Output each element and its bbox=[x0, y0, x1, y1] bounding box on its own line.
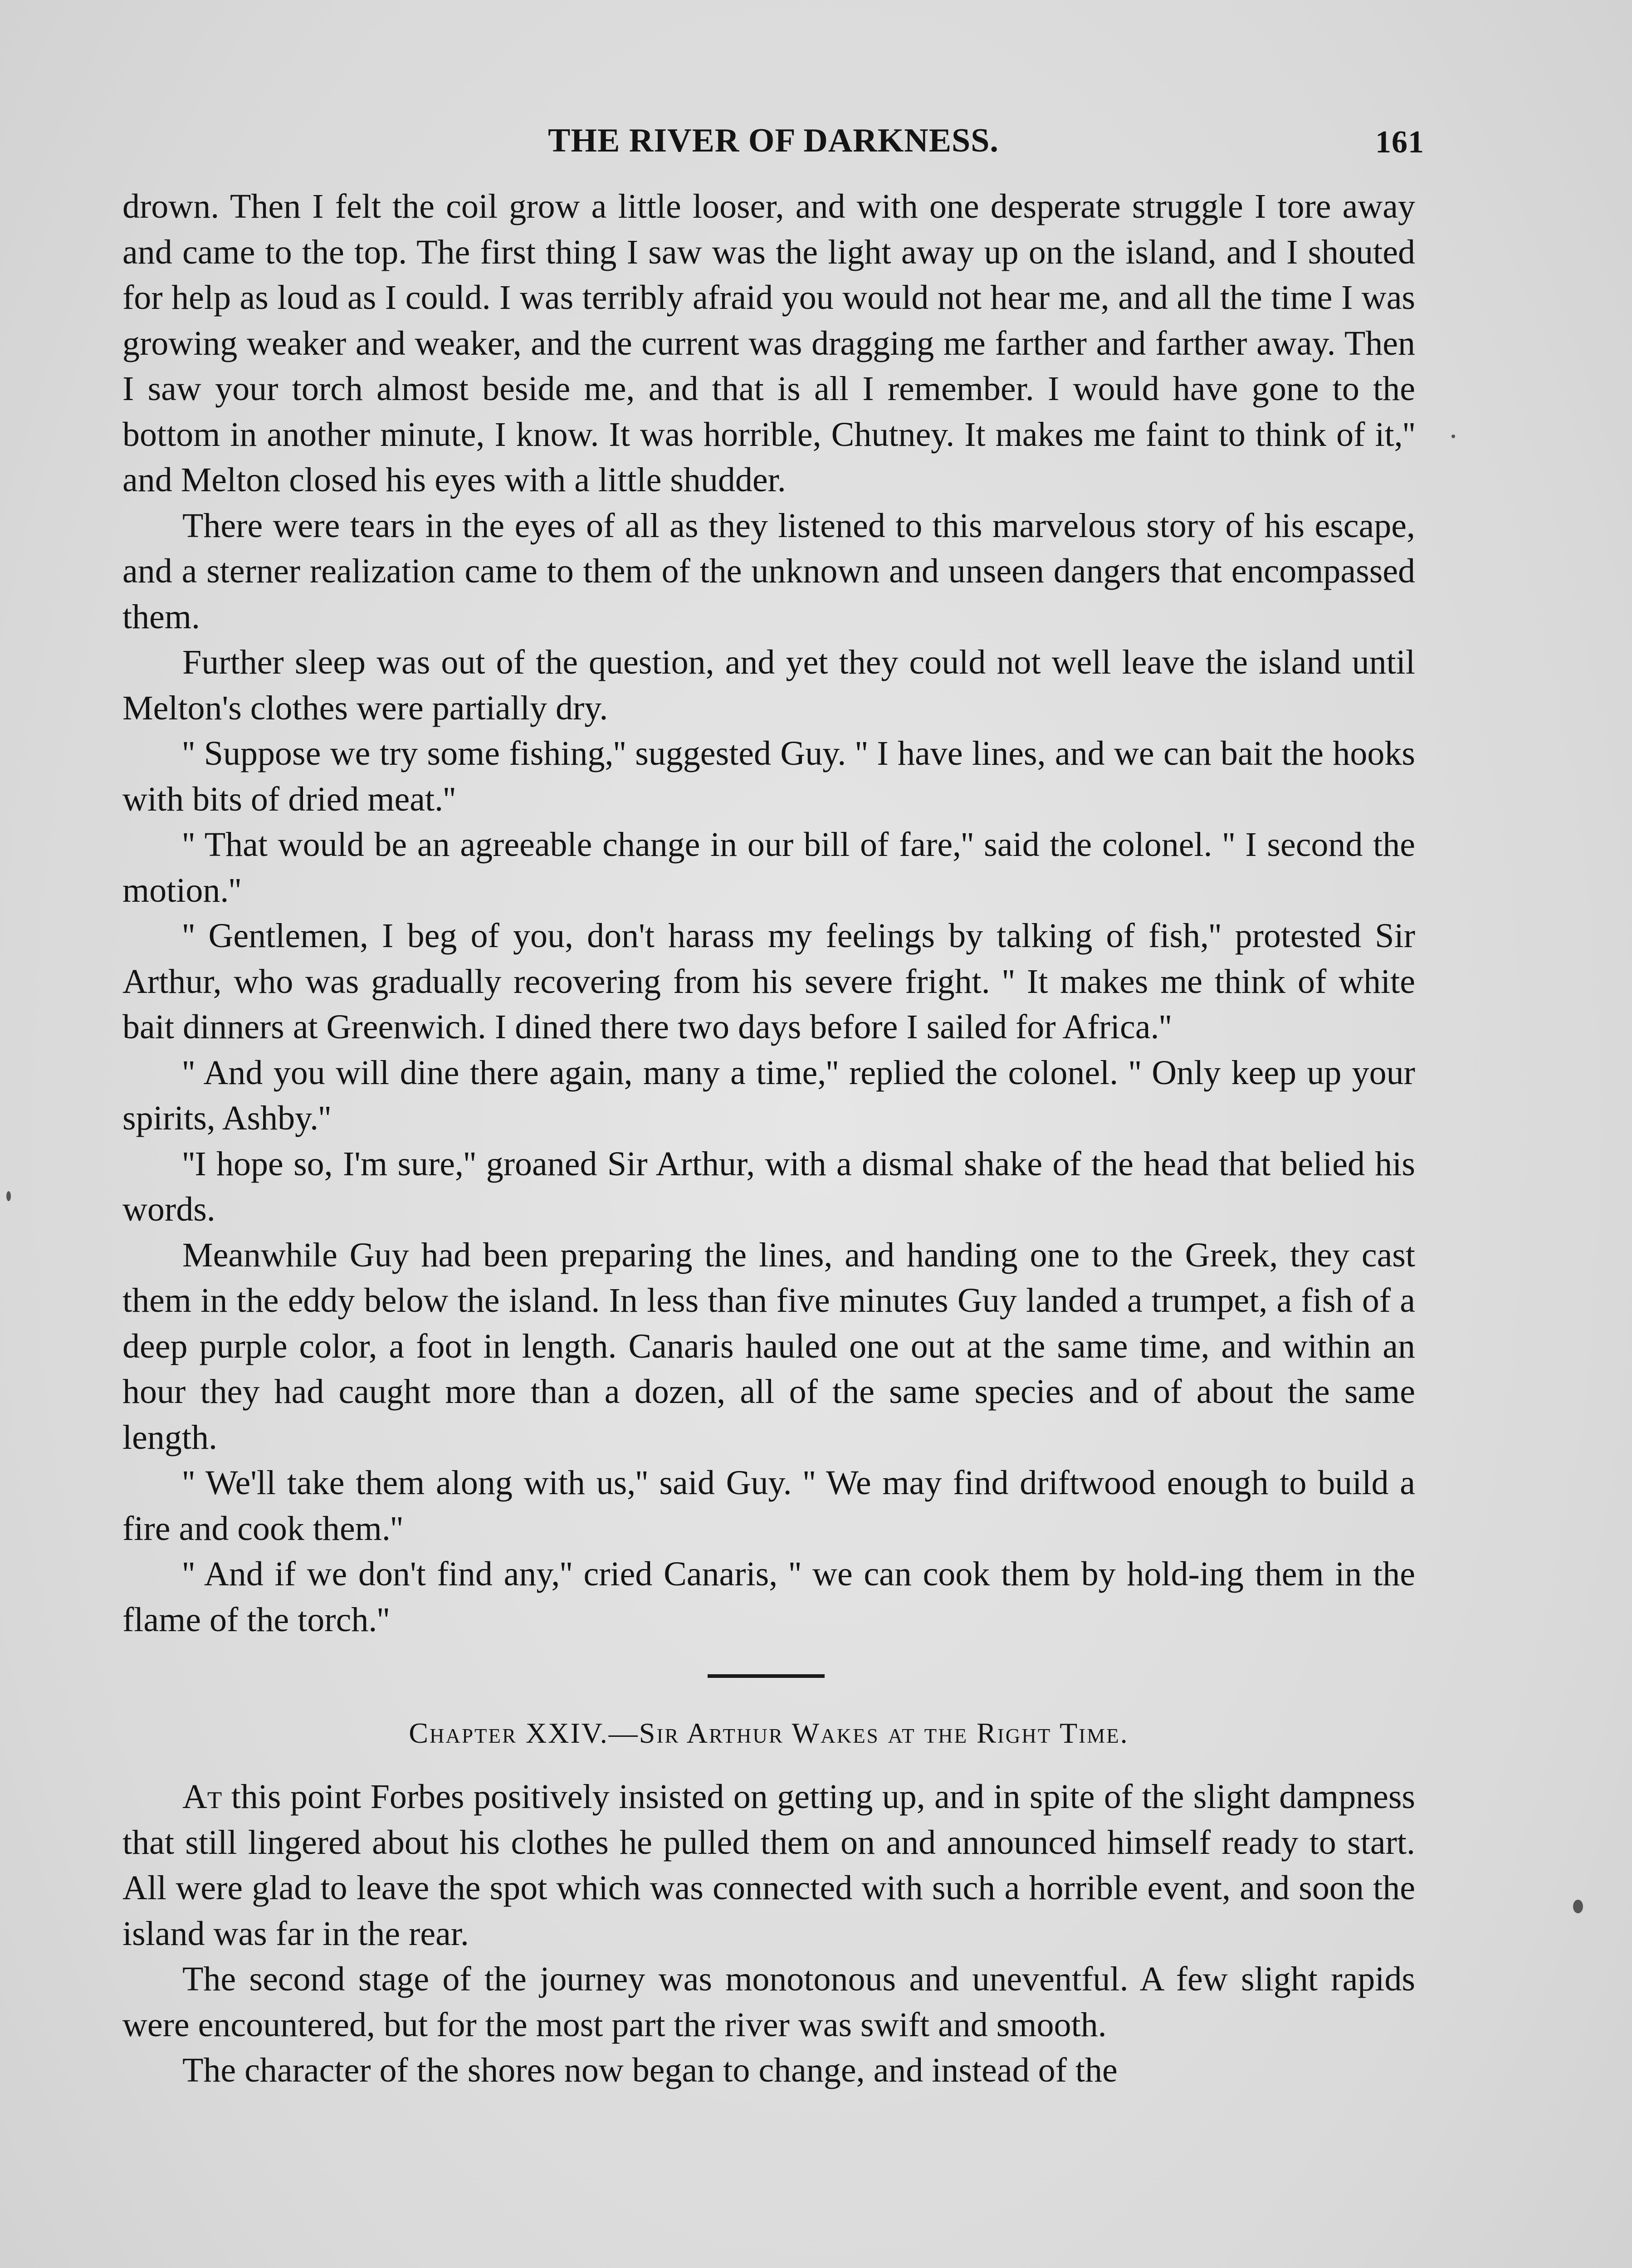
ink-speck bbox=[6, 1191, 11, 1201]
paragraph: The second stage of the journey was monotonous and uneventful. A few slight rapids were encountered, but for the most part the river was swift and smooth. bbox=[122, 1960, 1415, 2044]
lead-word: At bbox=[182, 1778, 222, 1816]
paragraph: There were tears in the eyes of all as they listened to this marvelous story of his escape, and a sterner realization came to them of the unknown and unseen dangers that encompassed them. bbox=[122, 506, 1415, 636]
paragraph: '' Suppose we try some fishing,'' suggested Guy. '' I have lines, and we can bait the hooks with bits of dried meat.'' bbox=[122, 734, 1415, 818]
section-divider-wrap bbox=[122, 1642, 1415, 1711]
body-text bbox=[122, 184, 1415, 2093]
paragraph: '' And if we don't find any,'' cried Canaris, '' we can cook them by hold-ing them in the flame of the torch.'' bbox=[122, 1555, 1415, 1639]
paragraph: Further sleep was out of the question, and yet they could not well leave the island until Melton's clothes were partially dry. bbox=[122, 643, 1415, 727]
ink-speck bbox=[1451, 435, 1455, 438]
ink-speck bbox=[1573, 1900, 1583, 1913]
paragraph: Meanwhile Guy had been preparing the lines, and handing one to the Greek, they cast them in the eddy below the island. In less than five minutes Guy landed a trumpet, a fish of a deep purple color, a foot in length. Canaris hauled one out at the same time, and within an hour they had caught more than a dozen, all of the same species and of about the same length. bbox=[122, 1236, 1415, 1457]
paragraph: '' And you will dine there again, many a time,'' replied the colonel. '' Only keep up your spirits, Ashby.'' bbox=[122, 1053, 1415, 1137]
paragraph: The character of the shores now began to change, and instead of the bbox=[182, 2051, 1118, 2089]
paragraph: '' We'll take them along with us,'' said Guy. '' We may find driftwood enough to build a fire and cook them.'' bbox=[122, 1464, 1415, 1548]
lead-paragraph-text: this point Forbes positively insisted on getting up, and in spite of the slight dampness that still lingered about his clothes he pulled them on and announced himself ready to start. All were glad to leave the spot which was connected with such a horrible event, and soon the island was far in the rear. bbox=[122, 1778, 1415, 1953]
page-number: 161 bbox=[1375, 125, 1424, 160]
paragraph: ''I hope so, I'm sure,'' groaned Sir Arthur, with a dismal shake of the head that belied his words. bbox=[122, 1144, 1415, 1228]
paragraph: drown. Then I felt the coil grow a little looser, and with one desperate struggle I tore away and came to the top. The first thing I saw was the light away up on the island, and I shouted for help as loud as I could. I was terribly afraid you would not hear me, and all the time I was growing weaker and weaker, and the current was dragging me farther and farther away. Then I saw your torch almost beside me, and that is all I remember. I would have gone to the bottom in another minute, I know. It was horrible, Chutney. It makes me faint to think of it,'' and Melton closed his eyes with a little shudder. bbox=[122, 187, 1415, 499]
chapter-heading: Chapter XXIV.—Sir Arthur Wakes at the Right Time. bbox=[409, 1717, 1129, 1749]
chapter-first-paragraph bbox=[122, 1774, 1415, 1956]
paragraph: '' That would be an agreeable change in our bill of fare,'' said the colonel. '' I second the motion.'' bbox=[122, 826, 1415, 909]
running-head bbox=[122, 122, 1424, 171]
paragraph: '' Gentlemen, I beg of you, don't harass my feelings by talking of fish,'' protested Sir Arthur, who was gradually recovering from his severe fright. '' It makes me think of white bait dinners at Greenwich. I dined there two days before I sailed for Africa.'' bbox=[122, 917, 1415, 1046]
running-title: THE RIVER OF DARKNESS. bbox=[548, 122, 999, 159]
section-divider bbox=[708, 1674, 825, 1678]
